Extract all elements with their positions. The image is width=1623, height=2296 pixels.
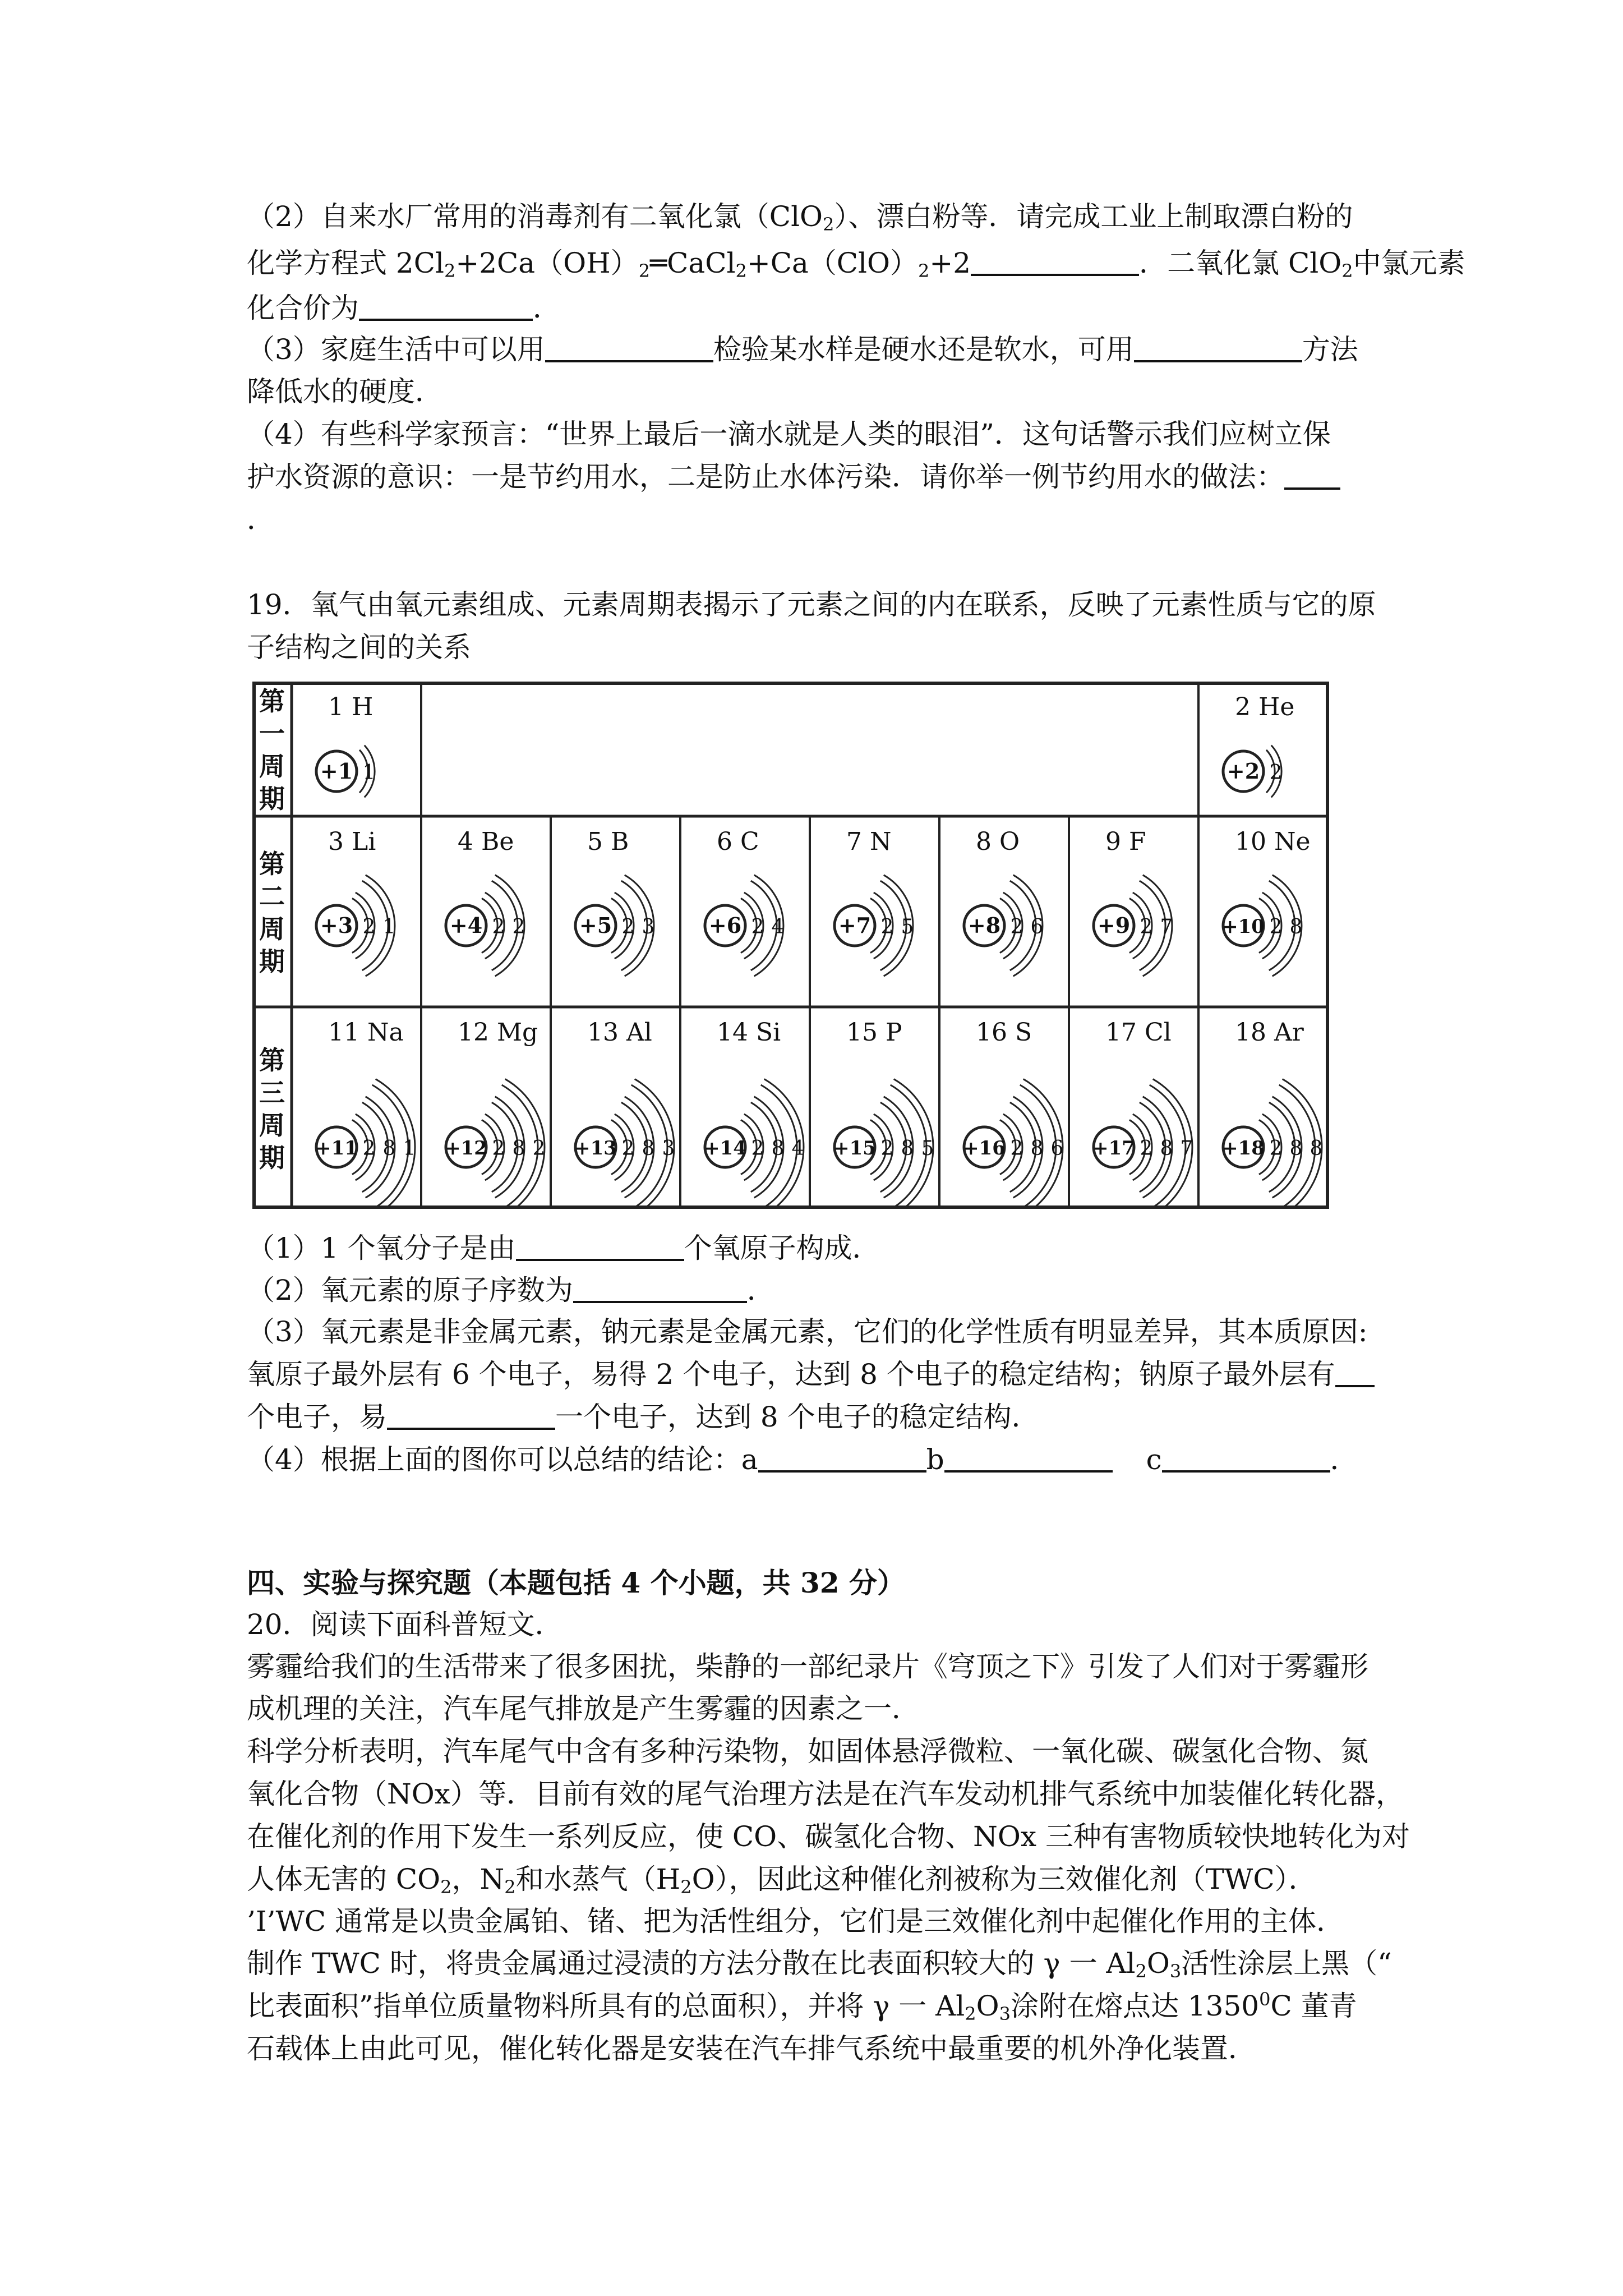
- nucleus-charge: +10: [1222, 915, 1265, 938]
- nucleus-charge: +13: [574, 1137, 617, 1159]
- shell-electron-count: 1: [382, 915, 396, 938]
- q20-para1-line2: 成机理的关注，汽车尾气排放是产生雾霾的因素之一．: [247, 1692, 920, 1725]
- element-label: 16 S: [976, 1018, 1032, 1047]
- q19-sub2: （2）氧元素的原子序数为 ．: [247, 1274, 775, 1306]
- answer-blank[interactable]: [758, 1444, 926, 1473]
- nucleus-charge: +1: [320, 758, 353, 784]
- shell-electron-count: 2: [492, 915, 505, 938]
- element-label: 15 P: [846, 1018, 902, 1047]
- period-label-char: 周: [259, 1110, 285, 1140]
- q18-part4-line1: （4）有些科学家预言：“世界上最后一滴水就是人类的眼泪”．这句话警示我们应树立保: [247, 418, 1331, 450]
- shell-electron-count: 2: [1269, 915, 1283, 938]
- element-label: 9 F: [1105, 827, 1146, 856]
- answer-blank[interactable]: [359, 293, 533, 321]
- shell-electron-count: 1: [403, 1137, 416, 1160]
- nucleus-charge: +16: [963, 1137, 1006, 1159]
- q18-part4-line2: 护水资源的意识：一是节约用水，二是防止水体污染．请你举一例节约用水的做法：: [247, 459, 1340, 495]
- nucleus-charge: +8: [967, 913, 1001, 938]
- element-label: 1 H: [328, 693, 374, 721]
- q20-title: 20．阅读下面科普短文．: [247, 1608, 563, 1641]
- shell-electron-count: 2: [362, 915, 376, 938]
- nucleus-charge: +12: [445, 1137, 487, 1159]
- shell-electron-count: 2: [1010, 1137, 1023, 1160]
- answer-blank[interactable]: [1284, 462, 1340, 490]
- period-label-char: 三: [259, 1078, 285, 1108]
- section-heading: 四、实验与探究题（本题包括 4 个小题，共 32 分）: [247, 1566, 905, 1599]
- shell-electron-count: 2: [1269, 1137, 1283, 1160]
- period-label-char: 期: [259, 1143, 285, 1173]
- shell-electron-count: 3: [642, 915, 655, 938]
- q20-para2-line3: 在催化剂的作用下发生一系列反应，使 CO、碳氢化合物、NOx 三种有害物质较快地转化为对: [247, 1820, 1410, 1853]
- element-label: 12 Mg: [458, 1018, 538, 1047]
- q20-para4-line1: 制作 TWC 时，将贵金属通过浸渍的方法分散在比表面积较大的 γ 一 $Al_2O_3$活性涂层上黑（“: [247, 1947, 1392, 1982]
- element-label: 10 Ne: [1235, 827, 1311, 856]
- shell-electron-count: 2: [362, 1137, 376, 1160]
- nucleus-charge: +5: [579, 913, 612, 938]
- answer-blank[interactable]: [1335, 1359, 1375, 1387]
- shell-electron-count: 6: [1030, 915, 1044, 938]
- element-label: 2 He: [1235, 693, 1295, 721]
- shell-electron-count: 2: [621, 915, 635, 938]
- nucleus-charge: +9: [1097, 913, 1131, 938]
- q20-para4-line3: 石载体上由此可见，催化转化器是安装在汽车排气系统中最重要的机外净化装置．: [247, 2032, 1256, 2065]
- answer-blank[interactable]: [1162, 1444, 1330, 1473]
- q19-sub3-line1: （3）氧元素是非金属元素，钠元素是金属元素，它们的化学性质有明显差异，其本质原因:: [247, 1315, 1368, 1348]
- q19-stem-line2: 子结构之间的关系: [247, 631, 471, 664]
- answer-blank[interactable]: [944, 1444, 1113, 1473]
- shell-electron-count: 8: [1160, 1137, 1173, 1160]
- shell-electron-count: 2: [1269, 761, 1283, 784]
- answer-blank[interactable]: [516, 1233, 684, 1261]
- shell-electron-count: 5: [921, 1137, 934, 1160]
- shell-electron-count: 2: [512, 915, 525, 938]
- element-label: 11 Na: [328, 1018, 404, 1047]
- shell-electron-count: 7: [1180, 1137, 1193, 1160]
- q19-stem-line1: 19．氧气由氧元素组成、元素周期表揭示了元素之间的内在联系，反映了元素性质与它的原: [247, 588, 1376, 621]
- nucleus-charge: +15: [833, 1137, 876, 1159]
- nucleus-charge: +17: [1092, 1137, 1135, 1159]
- period-label-char: 第: [259, 849, 285, 879]
- shell-electron-count: 8: [1289, 915, 1303, 938]
- shell-electron-count: 2: [1140, 915, 1153, 938]
- period-label-char: 二: [259, 881, 285, 912]
- shell-electron-count: 8: [1030, 1137, 1044, 1160]
- q19-sub4: （4）根据上面的图你可以总结的结论：a b c ．: [247, 1443, 1358, 1476]
- nucleus-charge: +18: [1222, 1137, 1265, 1159]
- q20-para1-line1: 雾霾给我们的生活带来了很多困扰，柴静的一部纪录片《穹顶之下》引发了人们对于雾霾形: [247, 1650, 1368, 1683]
- shell-electron-count: 8: [382, 1137, 396, 1160]
- shell-electron-count: 2: [880, 915, 894, 938]
- q18-part3-line1: （3）家庭生活中可以用 检验某水样是硬水还是软水，可用 方法: [247, 333, 1358, 366]
- q20-para2-line2: 氧化合物（NOx）等．目前有效的尾气治理方法是在汽车发动机排气系统中加装催化转化器，: [247, 1778, 1404, 1810]
- shell-electron-count: 8: [512, 1137, 525, 1160]
- shell-electron-count: 2: [751, 1137, 764, 1160]
- q20-para2-line1: 科学分析表明，汽车尾气中含有多种污染物，如固体悬浮微粒、一氧化碳、碳氢化合物、氮: [247, 1735, 1368, 1768]
- shell-electron-count: 2: [532, 1137, 546, 1160]
- shell-electron-count: 8: [901, 1137, 914, 1160]
- element-label: 13 Al: [587, 1018, 652, 1047]
- nucleus-charge: +3: [320, 913, 353, 938]
- element-label: 6 C: [717, 827, 759, 856]
- shell-electron-count: 1: [362, 761, 376, 784]
- answer-blank[interactable]: [387, 1402, 555, 1430]
- q19-sub3-line2: 氧原子最外层有 6 个电子，易得 2 个电子，达到 8 个电子的稳定结构；钠原子最外层有: [247, 1356, 1375, 1392]
- answer-blank[interactable]: [545, 334, 713, 362]
- q20-para2-line4: 人体无害的 $CO_2$，$N_2$和水蒸气$(H_2O)$，因此这种催化剂被称为三效催化剂（TWC）．: [247, 1863, 1317, 1898]
- q18-part4-line3: ．: [247, 503, 275, 536]
- period-label-char: 周: [259, 914, 285, 944]
- q18-part2-line1: （2）自来水厂常用的消毒剂有二氧化氯（ClO$_2$）、漂白粉等．请完成工业上制取漂白粉的: [247, 200, 1353, 235]
- q19-sub3-line3: 个电子，易 一个电子，达到 8 个电子的稳定结构．: [247, 1401, 1040, 1433]
- period-label-char: 一: [259, 719, 285, 749]
- period-label-char: 周: [259, 751, 285, 781]
- period-label-char: 第: [259, 1045, 285, 1075]
- nucleus-charge: +6: [708, 913, 742, 938]
- shell-electron-count: 8: [1289, 1137, 1303, 1160]
- nucleus-charge: +2: [1227, 758, 1260, 784]
- element-label: 8 O: [976, 827, 1020, 856]
- nucleus-charge: +11: [315, 1137, 358, 1159]
- period-label-char: 期: [259, 784, 285, 814]
- nucleus-charge: +7: [838, 913, 872, 938]
- element-label: 5 B: [587, 827, 629, 856]
- element-label: 17 Cl: [1105, 1018, 1172, 1047]
- shell-electron-count: 2: [1010, 915, 1023, 938]
- answer-blank[interactable]: [971, 248, 1139, 276]
- nucleus-charge: +14: [704, 1137, 746, 1159]
- shell-electron-count: 4: [791, 1137, 805, 1160]
- q20-para4-line2: 比表面积”指单位质量物料所具有的总面积），并将 γ 一 $Al_2O_3$涂附在熔点达 1350$^0$C 董青: [247, 1989, 1357, 2024]
- shell-electron-count: 3: [662, 1137, 675, 1160]
- shell-electron-count: 4: [771, 915, 785, 938]
- q20-para3: ’I’WC 通常是以贵金属铂、锗、把为活性组分，它们是三效催化剂中起催化作用的主体．: [247, 1905, 1345, 1938]
- q18-part2-line2: 化学方程式 $2Cl_2+2Ca(OH)_2═CaCl_2+Ca(ClO)_2+2$ ．二氧化氯 ClO$_2$中氯元素: [247, 247, 1465, 282]
- shell-electron-count: 5: [901, 915, 914, 938]
- answer-blank[interactable]: [1134, 334, 1302, 362]
- answer-blank[interactable]: [573, 1275, 747, 1303]
- element-label: 14 Si: [717, 1018, 781, 1047]
- shell-electron-count: 8: [1310, 1137, 1323, 1160]
- nucleus-charge: +4: [449, 913, 483, 938]
- element-label: 7 N: [846, 827, 892, 856]
- periodic-table-atomic-structure: [252, 682, 1329, 1209]
- element-label: 3 Li: [328, 827, 376, 856]
- shell-electron-count: 2: [621, 1137, 635, 1160]
- q18-part2-line3: 化合价为 ．: [247, 292, 561, 324]
- shell-electron-count: 8: [642, 1137, 655, 1160]
- table-border: [254, 683, 1327, 1207]
- element-label: 18 Ar: [1235, 1018, 1304, 1047]
- shell-electron-count: 6: [1050, 1137, 1064, 1160]
- shell-electron-count: 8: [771, 1137, 785, 1160]
- shell-electron-count: 2: [1140, 1137, 1153, 1160]
- shell-electron-count: 2: [880, 1137, 894, 1160]
- shell-electron-count: 7: [1160, 915, 1173, 938]
- shell-electron-count: 2: [492, 1137, 505, 1160]
- q18-part3-line2: 降低水的硬度．: [247, 375, 443, 408]
- period-label-char: 期: [259, 946, 285, 977]
- element-label: 4 Be: [458, 827, 514, 856]
- q19-sub1: （1）1 个氧分子是由 个氧原子构成．: [247, 1232, 880, 1264]
- shell-electron-count: 2: [751, 915, 764, 938]
- period-label-char: 第: [259, 686, 285, 716]
